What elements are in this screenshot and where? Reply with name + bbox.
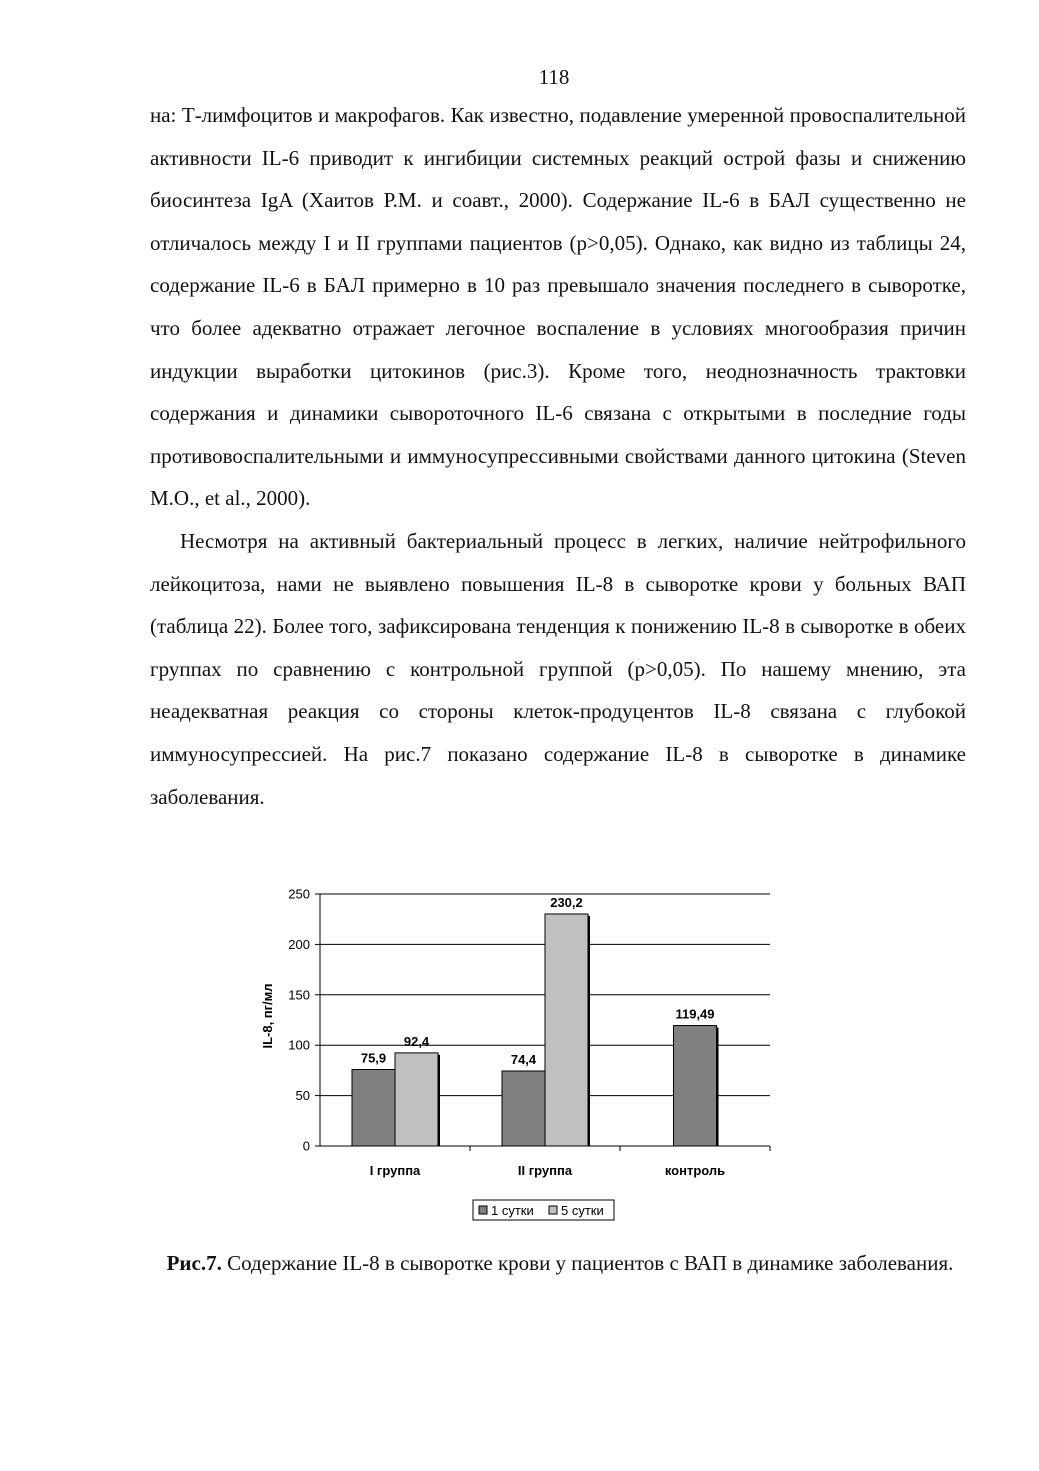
- bar-5-сутки: [395, 1053, 438, 1146]
- bar-chart: [0, 880, 1039, 1225]
- y-tick-label: 150: [288, 987, 310, 1003]
- bar-1-сутки: [674, 1026, 717, 1146]
- legend-label: 5 сутки: [561, 1203, 604, 1218]
- paragraph-1: на: Т-лимфоцитов и макрофагов. Как известно, подавление умеренной провоспалительной активности IL-6 приводит к ингибиции системных реакций острой фазы и снижению биосинтеза IgA (Хаитов Р.М. и соавт., 2000). Содержание IL-6 в БАЛ существенно не отличалось между I и II группами пациентов (p>0,05). Однако, как видно из таблицы 24, содержание IL-6 в БАЛ примерно в 10 раз превышало значения последнего в сыворотке, что более адекватно отражает легочное воспаление в условиях многообразия причин индукции выработки цитокинов (рис.3). Кроме того, неоднозначность трактовки содержания и динамики сывороточного IL-6 связана с открытыми в последние годы противовоспалительными и иммуносупрессивными свойствами данного цитокина (Steven M.O., et al., 2000).: [150, 103, 966, 511]
- data-label: 75,9: [360, 1050, 387, 1066]
- bar-1-сутки: [352, 1069, 395, 1146]
- bar-1-сутки: [502, 1071, 545, 1146]
- data-label: 74,4: [510, 1052, 537, 1068]
- x-tick-label: I группа: [369, 1163, 421, 1178]
- y-tick-label: 50: [295, 1088, 310, 1104]
- paragraph-2: Несмотря на активный бактериальный процесс в легких, наличие нейтрофильного лейкоцитоза, нами не выявлено повышения IL-8 в сыворотке крови у больных ВАП (таблица 22). Более того, зафиксирована тенденция к понижению IL-8 в сыворотке в обеих группах по сравнению с контрольной группой (p>0,05). По нашему мнению, эта неадекватная реакция со стороны клеток-продуцентов IL-8 связана с глубокой иммуносупрессией. На рис.7 показано содержание IL-8 в сыворотке в динамике заболевания.: [150, 528, 966, 809]
- legend-swatch: [479, 1206, 487, 1214]
- x-tick-label: II группа: [517, 1163, 573, 1178]
- y-tick-label: 100: [288, 1037, 310, 1053]
- y-tick-label: 0: [302, 1138, 310, 1154]
- legend-swatch: [549, 1206, 557, 1214]
- bar-5-сутки: [545, 914, 588, 1146]
- y-tick-label: 250: [288, 886, 310, 902]
- data-label: 92,4: [403, 1033, 430, 1049]
- body-text: [150, 94, 966, 818]
- figure-il8-chart: [0, 880, 1039, 1225]
- data-label: 119,49: [675, 1006, 715, 1022]
- caption-text: Содержание IL-8 в сыворотке крови у пациентов с ВАП в динамике заболевания.: [221, 1251, 954, 1275]
- page-number: 118: [538, 65, 570, 89]
- x-tick-label: контроль: [664, 1163, 726, 1178]
- caption-label: Рис.7.: [166, 1251, 222, 1275]
- y-axis-label: IL-8, пг/мл: [260, 983, 275, 1049]
- y-tick-label: 200: [288, 936, 310, 952]
- data-label: 230,2: [550, 894, 583, 910]
- legend-label: 1 сутки: [491, 1203, 534, 1218]
- figure-caption: [120, 1242, 1000, 1284]
